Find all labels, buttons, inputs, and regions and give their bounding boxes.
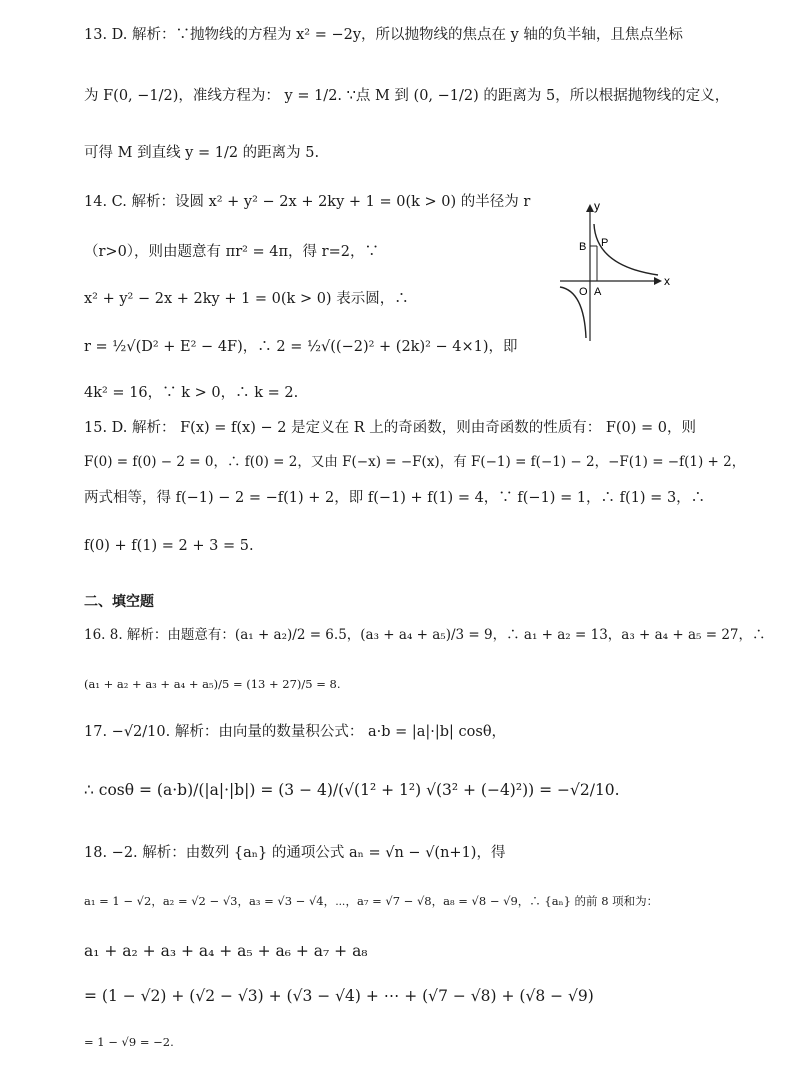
graph-y-arrow — [586, 204, 594, 212]
p15-line-3: 两式相等，得 f(−1) − 2 = −f(1) + 2，即 f(−1) + f(1) = 4，∵ f(−1) = 1，∴ f(1) = 3，∴ — [84, 490, 706, 506]
p18-line-5: = 1 − √9 = −2. — [84, 1035, 174, 1049]
hyperbola-graph — [558, 196, 678, 346]
p15-line-1: 15. D. 解析： F(x) = f(x) − 2 是定义在 R 上的奇函数，则由奇函数的性质有： F(0) = 0，则 — [84, 420, 697, 436]
p15-line-4: f(0) + f(1) = 2 + 3 = 5. — [84, 538, 254, 554]
p14-line-1: 14. C. 解析：设圆 x² + y² − 2x + 2ky + 1 = 0(k > 0) 的半径为 r — [84, 194, 531, 210]
p14-line-3: x² + y² − 2x + 2ky + 1 = 0(k > 0) 表示圆，∴ — [84, 291, 409, 307]
section-fill-in-blank: 二、填空题 — [84, 594, 154, 610]
p16-line-1: 16. 8. 解析：由题意有：(a₁ + a₂)/2 = 6.5，(a₃ + a₄ + a₅)/3 = 9，∴ a₁ + a₂ = 13，a₃ + a₄ + a₅ = 27，∴ — [84, 627, 766, 643]
p13-line-1: 13. D. 解析：∵抛物线的方程为 x² = −2y，所以抛物线的焦点在 y 轴的负半轴，且焦点坐标 — [84, 27, 683, 43]
p17-line-1: 17. −√2/10. 解析：由向量的数量积公式： a·b = |a|·|b| cosθ， — [84, 724, 507, 740]
p16-line-2: (a₁ + a₂ + a₃ + a₄ + a₅)/5 = (13 + 27)/5 = 8. — [84, 677, 341, 691]
p13-line-3: 可得 M 到直线 y = 1/2 的距离为 5. — [84, 145, 320, 161]
graph-a-label: A — [594, 286, 602, 298]
graph-x-arrow — [654, 277, 662, 285]
graph-y-label: y — [594, 199, 600, 213]
graph-x-label: x — [664, 274, 670, 288]
p18-line-4: = (1 − √2) + (√2 − √3) + (√3 − √4) + ⋯ + (√7 − √8) + (√8 − √9) — [84, 987, 594, 1005]
graph-origin-label: O — [579, 286, 588, 298]
p14-line-2: （r>0），则由题意有 πr² = 4π，得 r=2，∵ — [84, 244, 379, 260]
p15-line-2: F(0) = f(0) − 2 = 0，∴ f(0) = 2，又由 F(−x) = −F(x)，有 F(−1) = f(−1) − 2，−F(1) = −f(1) + 2， — [84, 454, 746, 470]
graph-curve-right — [594, 224, 658, 275]
graph-b-label: B — [579, 241, 587, 253]
p18-line-2: a₁ = 1 − √2，a₂ = √2 − √3，a₃ = √3 − √4，⋯，a₇ = √7 − √8，a₈ = √8 − √9，∴ {aₙ} 的前 8 项和为： — [84, 894, 659, 908]
p17-line-2: ∴ cosθ = (a·b)/(|a|·|b|) = (3 − 4)/(√(1² + 1²) √(3² + (−4)²)) = −√2/10. — [84, 781, 620, 799]
p18-line-1: 18. −2. 解析：由数列 {aₙ} 的通项公式 aₙ = √n − √(n+1)，得 — [84, 845, 506, 861]
p13-line-2: 为 F(0, −1/2)，准线方程为： y = 1/2. ∵点 M 到 (0, −1/2) 的距离为 5，所以根据抛物线的定义， — [84, 88, 730, 104]
graph-p-label: P — [601, 237, 609, 249]
p14-line-4: r = ½√(D² + E² − 4F)，∴ 2 = ½√((−2)² + (2k)² − 4×1)，即 — [84, 339, 518, 355]
p14-line-5: 4k² = 16，∵ k > 0，∴ k = 2. — [84, 385, 299, 401]
p18-line-3: a₁ + a₂ + a₃ + a₄ + a₅ + a₆ + a₇ + a₈ — [84, 942, 368, 960]
